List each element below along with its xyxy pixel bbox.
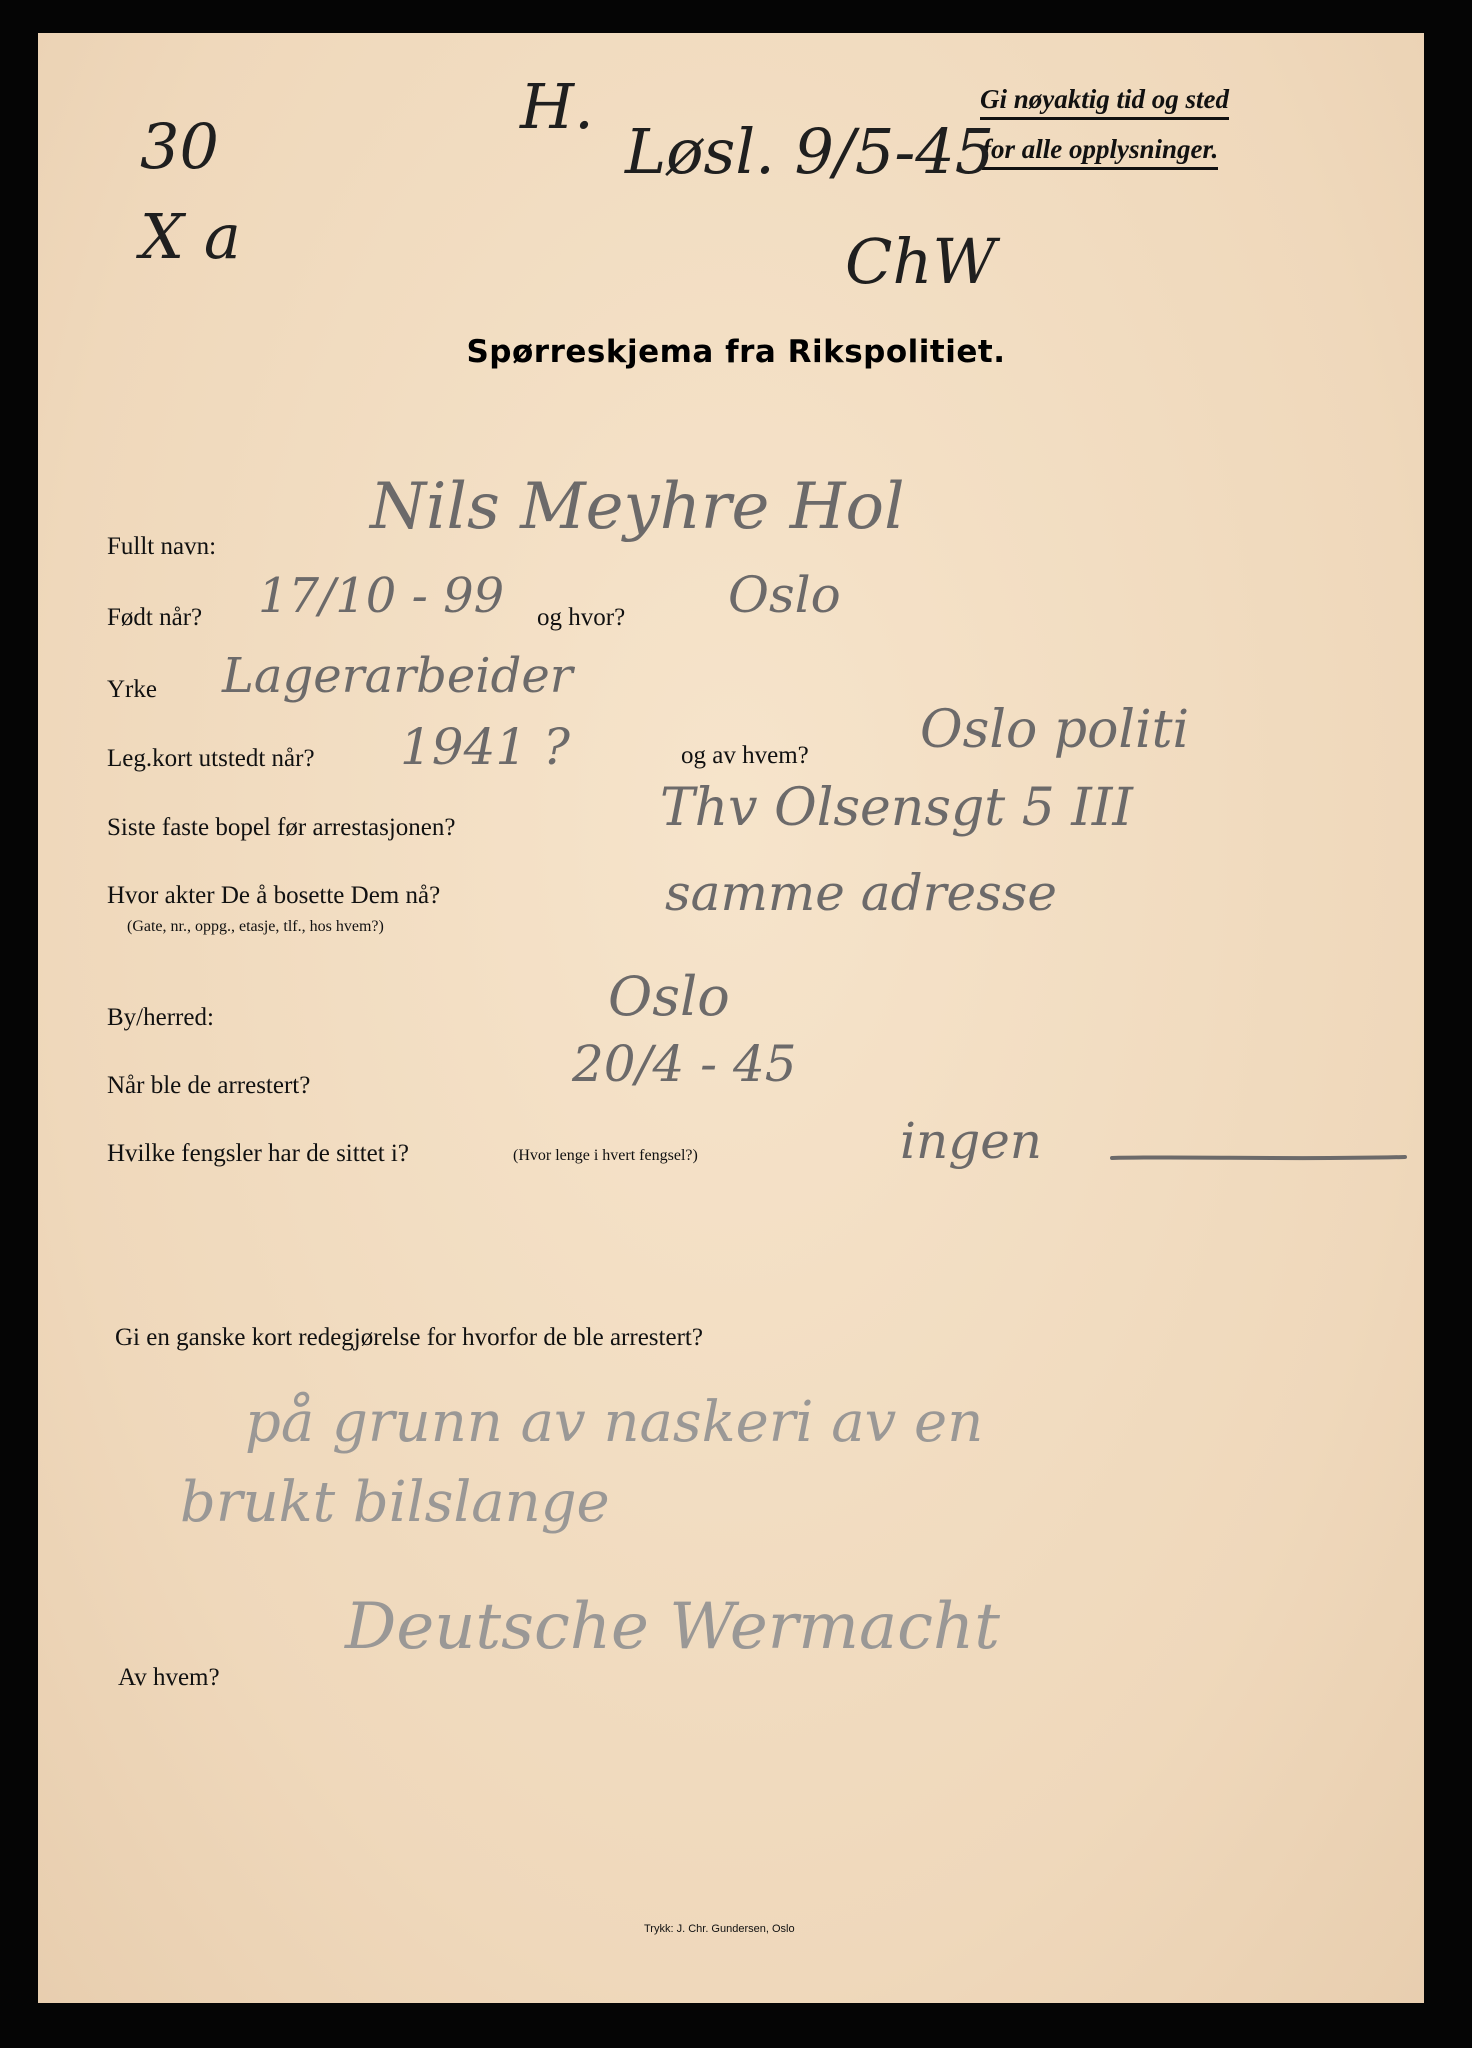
value-town: Oslo: [608, 965, 730, 1028]
label-occupation: Yrke: [107, 676, 157, 703]
label-prisons: Hvilke fengsler har de sittet i?: [107, 1140, 409, 1167]
letter-h: H.: [520, 70, 594, 143]
label-last-residence: Siste faste bopel før arrestasjonen?: [107, 814, 456, 841]
sublabel-prisons: (Hvor lenge i hvert fengsel?): [513, 1147, 698, 1164]
questionnaire-page: [38, 33, 1424, 2003]
prisons-dash-line: [1110, 1148, 1410, 1168]
value-last-residence: Thv Olsensgt 5 III: [660, 778, 1133, 838]
value-full-name: Nils Meyhre Hol: [370, 470, 905, 544]
margin-mark: X a: [140, 200, 241, 273]
label-arrested-when: Når ble de arrestert?: [107, 1072, 311, 1099]
notice-line-1: Gi nøyaktig tid og sted: [980, 84, 1229, 120]
label-born-where: og hvor?: [537, 604, 626, 631]
initials: ChW: [845, 225, 997, 298]
page-title: Spørreskjema fra Rikspolitiet.: [466, 334, 1006, 370]
value-reason-line-2: brukt bilslange: [180, 1470, 610, 1535]
value-by-whom: Deutsche Wermacht: [345, 1590, 1000, 1664]
value-born-when: 17/10 - 99: [258, 568, 505, 624]
margin-number: 30: [140, 110, 219, 183]
value-prisons: ingen: [900, 1112, 1042, 1170]
label-idcard-when: Leg.kort utstedt når?: [107, 745, 315, 772]
printer-imprint: Trykk: J. Chr. Gundersen, Oslo: [644, 1923, 795, 1935]
release-note: Løsl. 9/5-45: [625, 115, 995, 188]
value-born-where: Oslo: [728, 566, 841, 624]
label-town: By/herred:: [107, 1004, 214, 1031]
value-arrested-when: 20/4 - 45: [572, 1035, 797, 1093]
label-full-name: Fullt navn:: [107, 533, 217, 560]
label-idcard-by: og av hvem?: [681, 742, 809, 769]
label-born-when: Født når?: [107, 604, 203, 631]
sublabel-settle: (Gate, nr., oppg., etasje, tlf., hos hvem?): [127, 918, 384, 935]
value-idcard-by: Oslo politi: [920, 700, 1190, 760]
value-settle: samme adresse: [665, 864, 1057, 922]
value-idcard-when: 1941 ?: [400, 718, 570, 776]
label-by-whom: Av hvem?: [118, 1664, 220, 1691]
label-settle: Hvor akter De å bosette Dem nå?: [107, 882, 441, 909]
value-reason-line-1: på grunn av naskeri av en: [245, 1390, 984, 1455]
value-occupation: Lagerarbeider: [222, 648, 573, 704]
label-reason: Gi en ganske kort redegjørelse for hvorfor de ble arrestert?: [115, 1324, 703, 1351]
notice-line-2: for alle opplysninger.: [982, 134, 1218, 170]
